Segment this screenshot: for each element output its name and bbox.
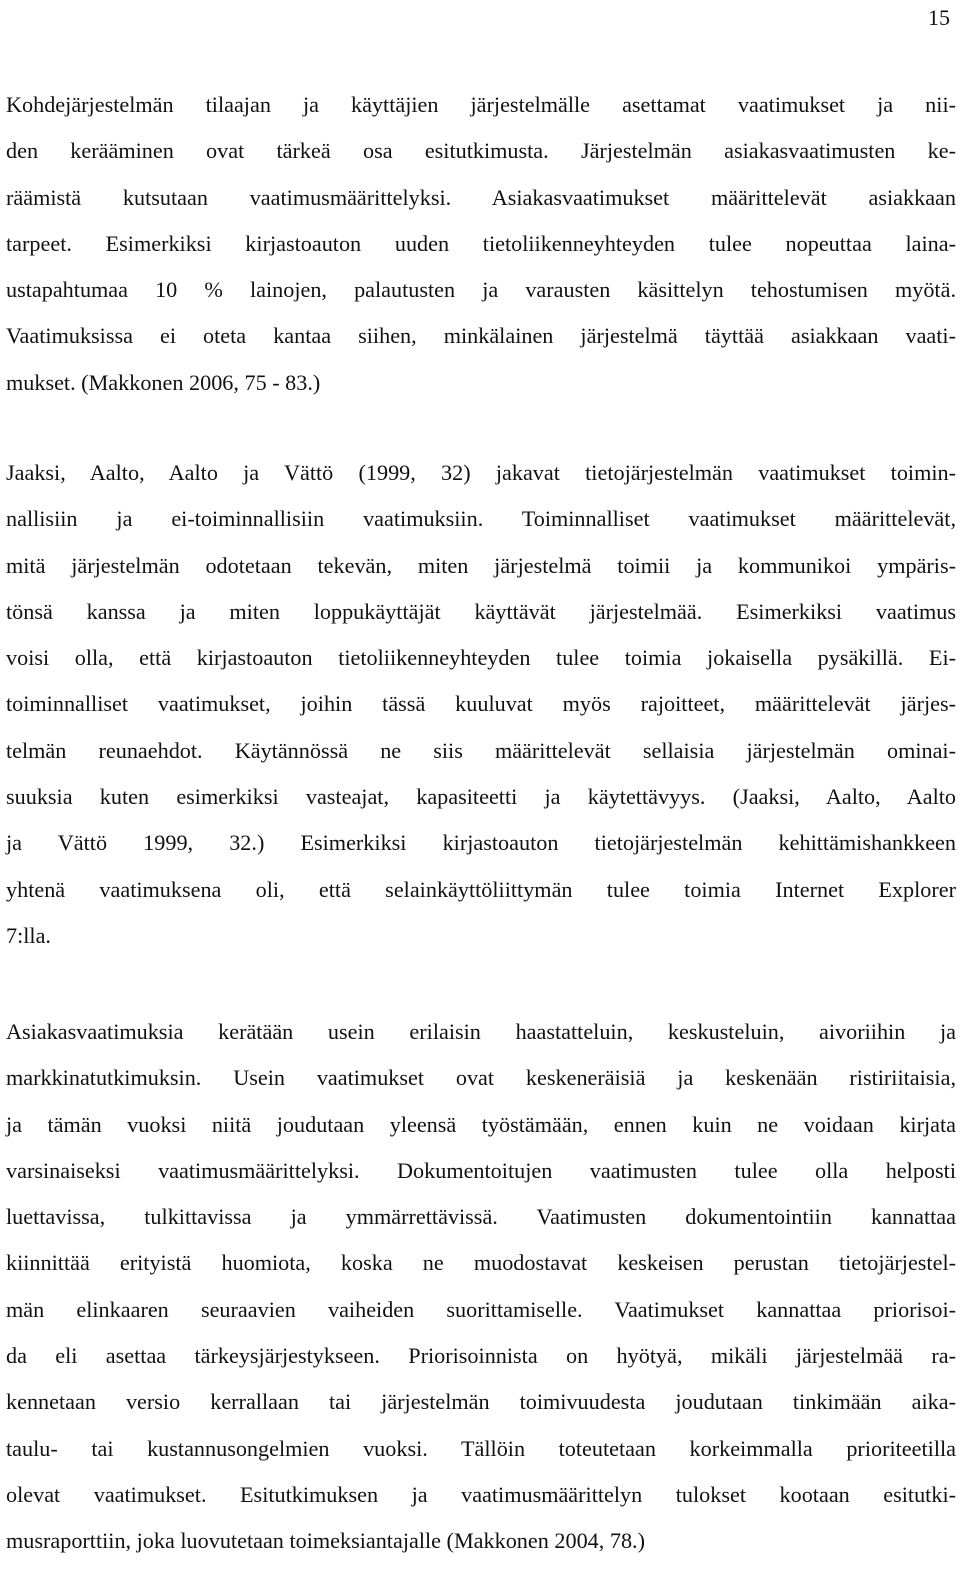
text-line: taulu- tai kustannusongelmien vuoksi. Tällöin toteutetaan korkeimmalla prioriteetilla xyxy=(6,1435,956,1461)
paragraph-requirements-intro xyxy=(6,82,956,406)
text-line: suuksia kuten esimerkiksi vasteajat, kapasiteetti ja käytettävyys. (Jaaksi, Aalto, Aalto xyxy=(6,784,956,810)
page-number: 15 xyxy=(928,5,950,30)
text-line: kennetaan versio kerrallaan tai järjestelmän toimivuudesta joudutaan tinkimään aika- xyxy=(6,1389,956,1415)
text-line: voisi olla, että kirjastoauton tietoliikenneyhteyden tulee toimia jokaisella pysäkillä. Ei- xyxy=(6,645,956,671)
text-line: kiinnittää erityistä huomiota, koska ne muodostavat keskeisen perustan tietojärjestel- xyxy=(6,1250,956,1276)
text-line: olevat vaatimukset. Esitutkimuksen ja vaatimusmäärittelyn tulokset kootaan esitutki- xyxy=(6,1481,956,1507)
text-line: 7:lla. xyxy=(6,922,51,948)
text-line: tarpeet. Esimerkiksi kirjastoauton uuden tietoliikenneyhteyden tulee nopeuttaa laina- xyxy=(6,230,956,256)
text-line: den kerääminen ovat tärkeä osa esitutkimusta. Järjestelmän asiakasvaatimusten ke- xyxy=(6,138,956,164)
text-line: Vaatimuksissa ei oteta kantaa siihen, minkälainen järjestelmä täyttää asiakkaan vaati- xyxy=(6,323,956,349)
text-line: Kohdejärjestelmän tilaajan ja käyttäjien järjestelmälle asettamat vaatimukset ja nii- xyxy=(6,92,956,117)
text-line: män elinkaaren seuraavien vaiheiden suorittamiselle. Vaatimukset kannattaa priorisoi- xyxy=(6,1296,956,1322)
text-line: luettavissa, tulkittavissa ja ymmärrettävissä. Vaatimusten dokumentointiin kannattaa xyxy=(6,1204,956,1230)
text-line: ustapahtumaa 10 % lainojen, palautusten ja varausten käsittelyn tehostumisen myötä. xyxy=(6,277,956,303)
text-line: Asiakasvaatimuksia kerätään usein erilaisin haastatteluin, keskusteluin, aivoriihin ja xyxy=(6,1019,956,1044)
text-line: toiminnalliset vaatimukset, joihin tässä kuuluvat myös rajoitteet, määrittelevät järjes- xyxy=(6,691,956,717)
text-line: räämistä kutsutaan vaatimusmäärittelyksi. Asiakasvaatimukset määrittelevät asiakkaan xyxy=(6,184,956,210)
text-line: mitä järjestelmän odotetaan tekevän, miten järjestelmä toimii ja kommunikoi ympäris- xyxy=(6,552,956,578)
text-line: musraporttiin, joka luovutetaan toimeksiantajalle (Makkonen 2004, 78.) xyxy=(6,1528,645,1554)
paragraph-requirements-gathering xyxy=(6,1009,956,1565)
text-line: telmän reunaehdot. Käytännössä ne siis määrittelevät sellaisia järjestelmän ominai- xyxy=(6,737,956,763)
text-line: mukset. (Makkonen 2006, 75 - 83.) xyxy=(6,369,321,395)
text-line: ja Vättö 1999, 32.) Esimerkiksi kirjastoauton tietojärjestelmän kehittämishankkeen xyxy=(6,830,956,856)
text-line: varsinaiseksi vaatimusmäärittelyksi. Dokumentoitujen vaatimusten tulee olla helposti xyxy=(6,1157,956,1183)
text-line: yhtenä vaatimuksena oli, että selainkäyttöliittymän tulee toimia Internet Explorer xyxy=(6,876,956,902)
text-line: nallisiin ja ei-toiminnallisiin vaatimuksiin. Toiminnalliset vaatimukset määrittelevät, xyxy=(6,506,956,532)
text-line: ja tämän vuoksi niitä joudutaan yleensä työstämään, ennen kuin ne voidaan kirjata xyxy=(6,1111,956,1137)
text-line: markkinatutkimuksin. Usein vaatimukset ovat keskeneräisiä ja keskenään ristiriitaisia, xyxy=(6,1065,956,1091)
paragraph-functional-requirements xyxy=(6,450,956,959)
text-line: Jaaksi, Aalto, Aalto ja Vättö (1999, 32) jakavat tietojärjestelmän vaatimukset toimin- xyxy=(6,460,956,485)
text-line: da eli asettaa tärkeysjärjestykseen. Priorisoinnista on hyötyä, mikäli järjestelmää ra- xyxy=(6,1343,956,1369)
text-line: tönsä kanssa ja miten loppukäyttäjät käyttävät järjestelmää. Esimerkiksi vaatimus xyxy=(6,598,956,624)
